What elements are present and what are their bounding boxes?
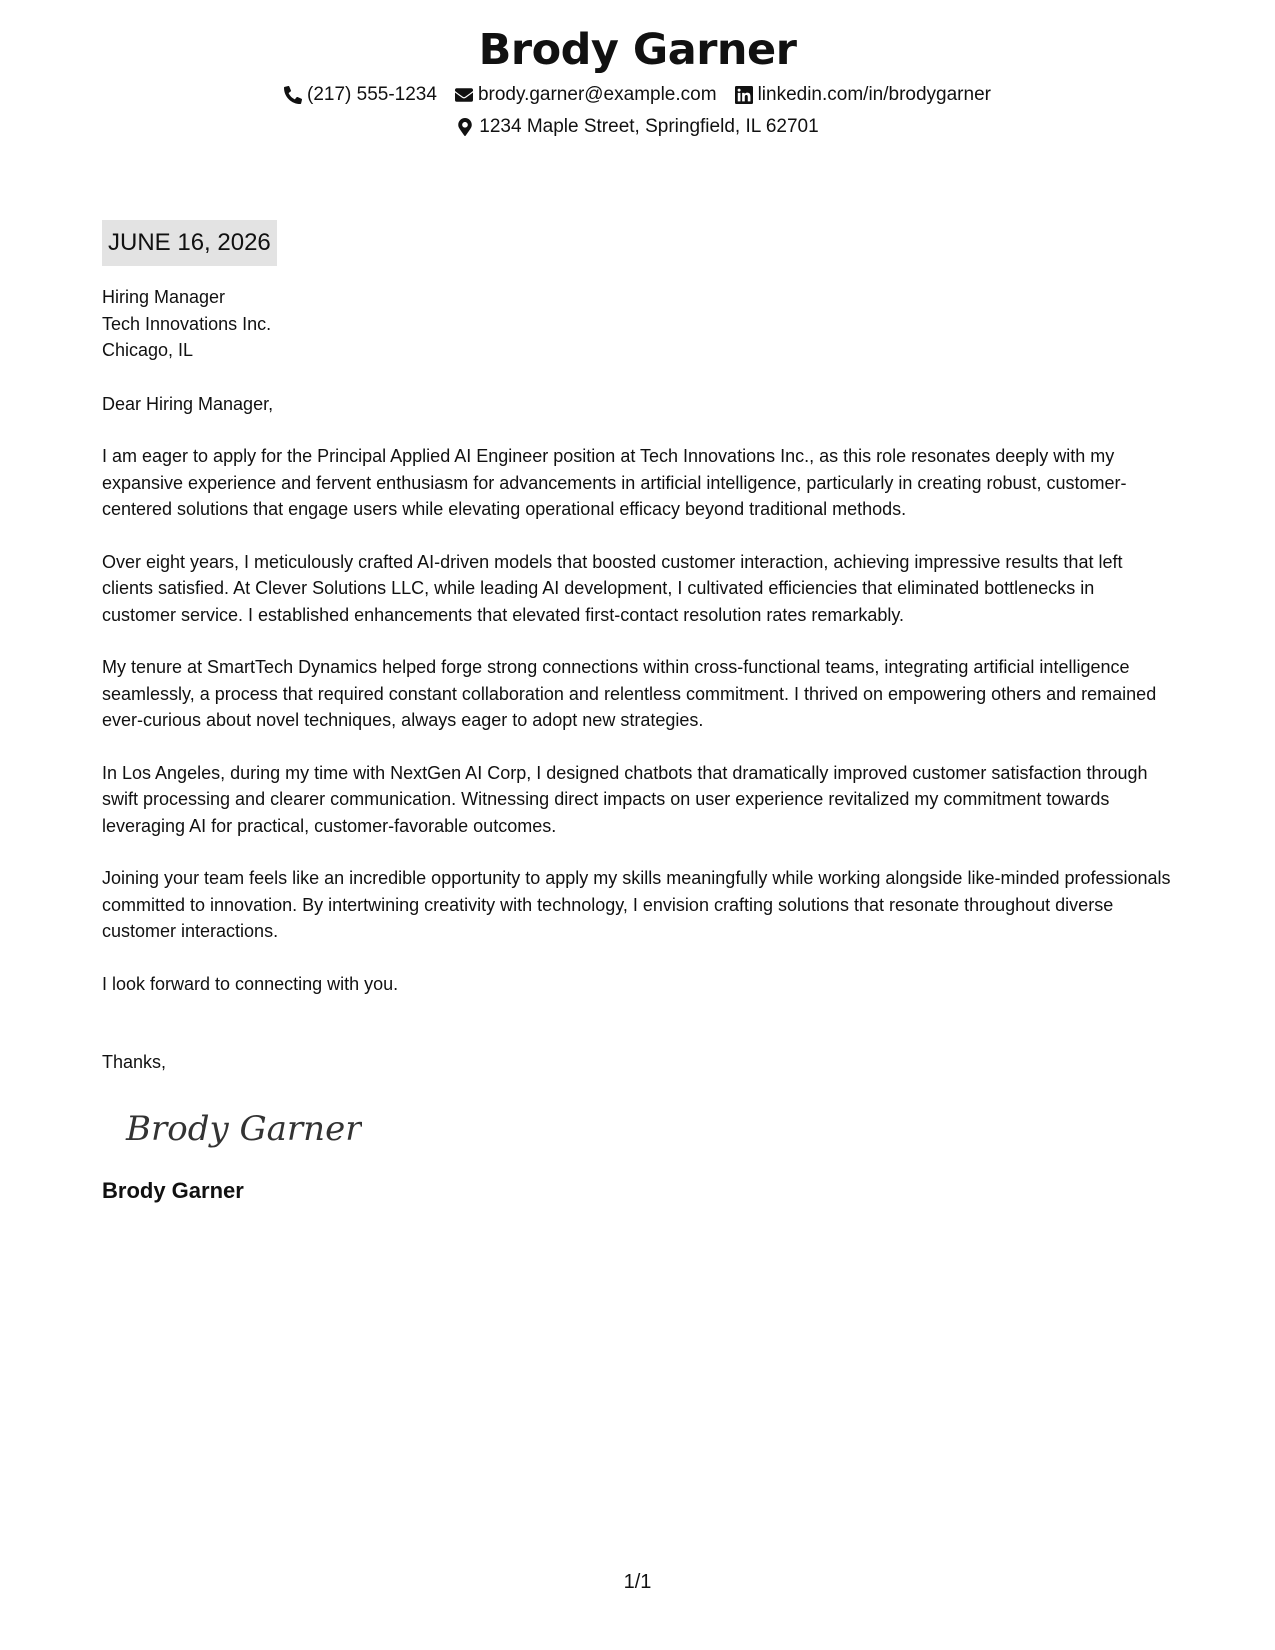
recipient-block (102, 284, 1172, 364)
phone-icon (284, 86, 302, 104)
closing-line: I look forward to connecting with you. (102, 973, 399, 994)
contact-row (0, 82, 1275, 108)
contact-phone (284, 82, 437, 108)
paragraph-5: Joining your team feels like an incredible opportunity to apply my skills meaningfully while working alongside like-minded professionals committed to innovation. By intertwining creativity with technology, I envision crafting solutions that resonate throughout diverse customer interactions. (102, 868, 1171, 941)
handwritten-signature (122, 1098, 362, 1158)
paragraph-2: Over eight years, I meticulously crafted AI-driven models that boosted customer interaction, achieving impressive results that left clients satisfied. At Clever Solutions LLC, while leading AI development, I cultivated efficiencies that eliminated bottlenecks in customer service. I established enhancements that elevated first-contact resolution rates remarkably. (102, 551, 1123, 625)
recipient-location: Chicago, IL (102, 340, 194, 360)
recipient-company: Tech Innovations Inc. (102, 313, 272, 334)
contact-address (456, 114, 818, 140)
email-text[interactable]: brody.garner@example.com (477, 84, 717, 105)
linkedin-text[interactable]: linkedin.com/in/brodygarner (757, 84, 991, 105)
linkedin-icon (735, 86, 753, 104)
paragraph-3: My tenure at SmartTech Dynamics helped forge strong connections within cross-functional teams, integrating artificial intelligence seamlessly, a process that required constant collaboration and relentless commitment. I thrived on empowering others and remained ever-curious about novel techniques, always eager to adopt new strategies. (102, 657, 1157, 730)
map-marker-icon (456, 118, 474, 136)
paragraph-1: I am eager to apply for the Principal Applied AI Engineer position at Tech Innovations Inc., as this role resonates deeply with my expansive experience and fervent enthusiasm for advancements in artificial intelligence, particularly in creating robust, customer-centered solutions that engage users while elevating operational efficacy beyond traditional methods. (102, 446, 1127, 519)
contact-linkedin[interactable] (735, 82, 991, 108)
paragraph-4: In Los Angeles, during my time with NextGen AI Corp, I designed chatbots that dramatically improved customer satisfaction through swift processing and clearer communication. Witnessing direct impacts on user experience revitalized my commitment towards leveraging AI for practical, customer-favorable outcomes. (102, 762, 1148, 836)
signature-graphic (122, 1098, 362, 1158)
phone-text: (217) 555-1234 (307, 84, 437, 105)
signature-text: Brody Garner (126, 1108, 362, 1149)
letter-date: JUNE 16, 2026 (102, 220, 277, 266)
signer-name: Brody Garner (102, 1177, 244, 1203)
contact-email[interactable] (455, 82, 717, 108)
envelope-icon (455, 86, 473, 104)
letter-header (0, 22, 1275, 140)
page-indicator: 1/1 (623, 1571, 652, 1593)
address-row (0, 114, 1275, 140)
sender-name: Brody Garner (478, 25, 797, 75)
greeting: Dear Hiring Manager, (102, 393, 274, 414)
recipient-title: Hiring Manager (102, 287, 226, 307)
letter-body (102, 220, 1172, 1206)
signoff: Thanks, (102, 1052, 167, 1072)
address-text: 1234 Maple Street, Springfield, IL 62701 (479, 116, 819, 137)
